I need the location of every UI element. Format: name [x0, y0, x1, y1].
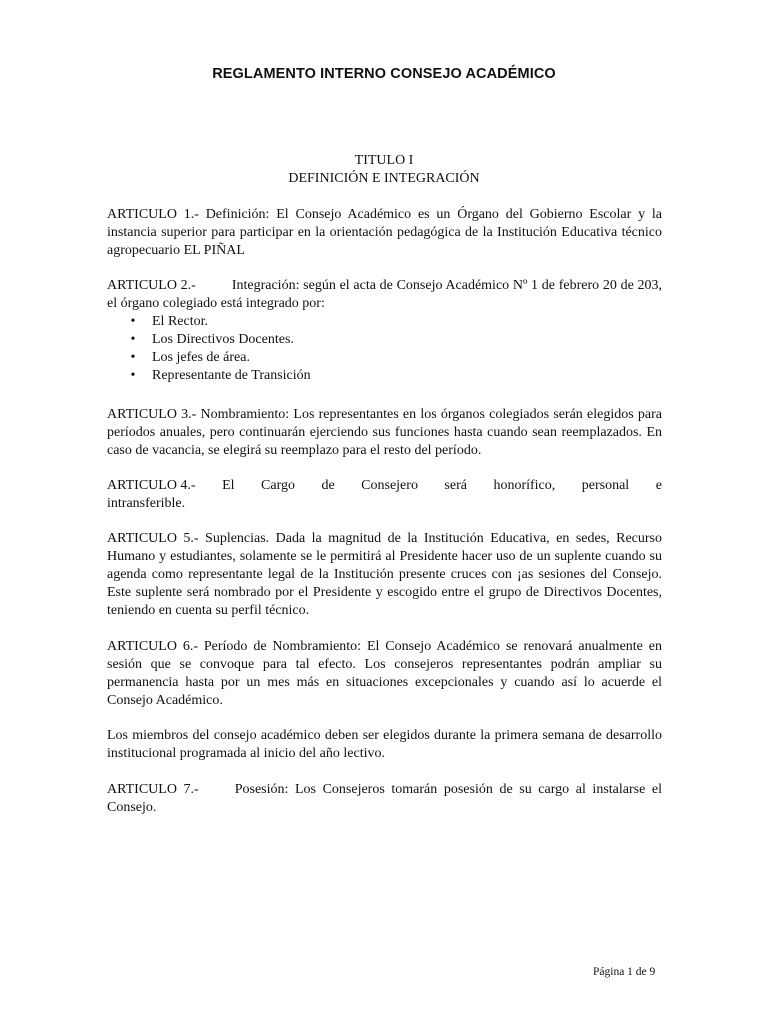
page-number: Página 1 de 9 — [593, 966, 656, 978]
article-4-word: personal — [581, 478, 630, 493]
article-3 — [107, 406, 662, 460]
article-4-word: será — [444, 478, 467, 493]
members-paragraph — [107, 727, 662, 763]
article-5-text: ARTICULO 5.- Suplencias. Dada la magnitud de la Institución Educativa, en sedes, Recurso Humano y estudiantes, solamente se le permitirá al Presidente hacer uso de un suplente cuando su agenda como representante legal de la Institución presente cruces con ¡as sesiones del Consejo. Este suplente será nombrado por el Presidente y escogido entre el grupo de Directivos Docentes, teniendo en cuenta su perfil técnico. — [107, 531, 662, 618]
list-item-text: Los jefes de área. — [152, 350, 250, 365]
article-2-paragraph — [107, 277, 662, 313]
article-4-word: de — [321, 478, 335, 493]
article-4-word: El — [222, 478, 235, 493]
list-item-text: Los Directivos Docentes. — [152, 332, 294, 347]
article-4-word: honorífico, — [493, 478, 556, 493]
article-1 — [107, 206, 662, 260]
article-2 — [107, 277, 662, 385]
title-subtitle: DEFINICIÓN E INTEGRACIÓN — [288, 171, 480, 186]
article-7 — [107, 781, 662, 817]
bullet-icon: • — [130, 314, 136, 329]
article-1-text: ARTICULO 1.- Definición: El Consejo Académico es un Órgano del Gobierno Escolar y la instancia superior para participar en la orientación pedagógica de la Institución Educativa técnico agropecuario EL PIÑAL — [107, 207, 662, 258]
article-4-word: Cargo — [261, 478, 295, 493]
list-item — [107, 313, 662, 331]
article-6 — [107, 638, 662, 710]
list-item — [107, 367, 662, 385]
article-3-text: ARTICULO 3.- Nombramiento: Los representantes en los órganos colegiados serán elegidos para períodos anuales, pero continuarán ejerciendo sus funciones hasta cuando sean reemplazados. En caso de vacancia, se elegirá su reemplazo para el resto del período. — [107, 407, 662, 458]
article-4-continuation: intransferible. — [107, 496, 186, 511]
article-4-word: e — [655, 478, 662, 493]
article-2-label: ARTICULO 2.- — [107, 278, 196, 293]
section-heading — [0, 152, 768, 188]
list-item-text: El Rector. — [152, 314, 208, 329]
list-item — [107, 331, 662, 349]
members-paragraph-text: Los miembros del consejo académico deben ser elegidos durante la primera semana de desarrollo institucional programada al inicio del año lectivo. — [107, 728, 662, 761]
article-7-text: Posesión: Los Consejeros tomarán posesión de su cargo al instalarse el Consejo. — [107, 782, 663, 815]
members-list — [107, 313, 662, 385]
article-4-word: Consejero — [361, 478, 418, 493]
title-number: TITULO I — [354, 153, 414, 168]
article-7-paragraph — [107, 781, 662, 817]
article-5 — [107, 530, 662, 620]
bullet-icon: • — [130, 332, 136, 347]
article-6-text: ARTICULO 6.- Período de Nombramiento: El Consejo Académico se renovará anualmente en sesión que se convoque para tal efecto. Los consejeros representantes podrán ampliar su permanencia hasta por un mes más en situaciones excepcionales y cuando así lo acuerde el Consejo Académico. — [107, 639, 662, 708]
document-title: REGLAMENTO INTERNO CONSEJO ACADÉMICO — [212, 66, 556, 82]
article-4 — [107, 477, 662, 513]
article-4-line — [107, 477, 662, 495]
list-item — [107, 349, 662, 367]
article-4-label: ARTICULO 4.- — [107, 478, 196, 493]
bullet-icon: • — [130, 350, 136, 365]
article-2-text: Integración: según el acta de Consejo Académico Nº 1 de febrero 20 de 203, el órgano colegiado está integrado por: — [107, 278, 663, 311]
article-7-label: ARTICULO 7.- — [107, 782, 199, 797]
list-item-text: Representante de Transición — [152, 368, 311, 383]
bullet-icon: • — [130, 368, 136, 383]
